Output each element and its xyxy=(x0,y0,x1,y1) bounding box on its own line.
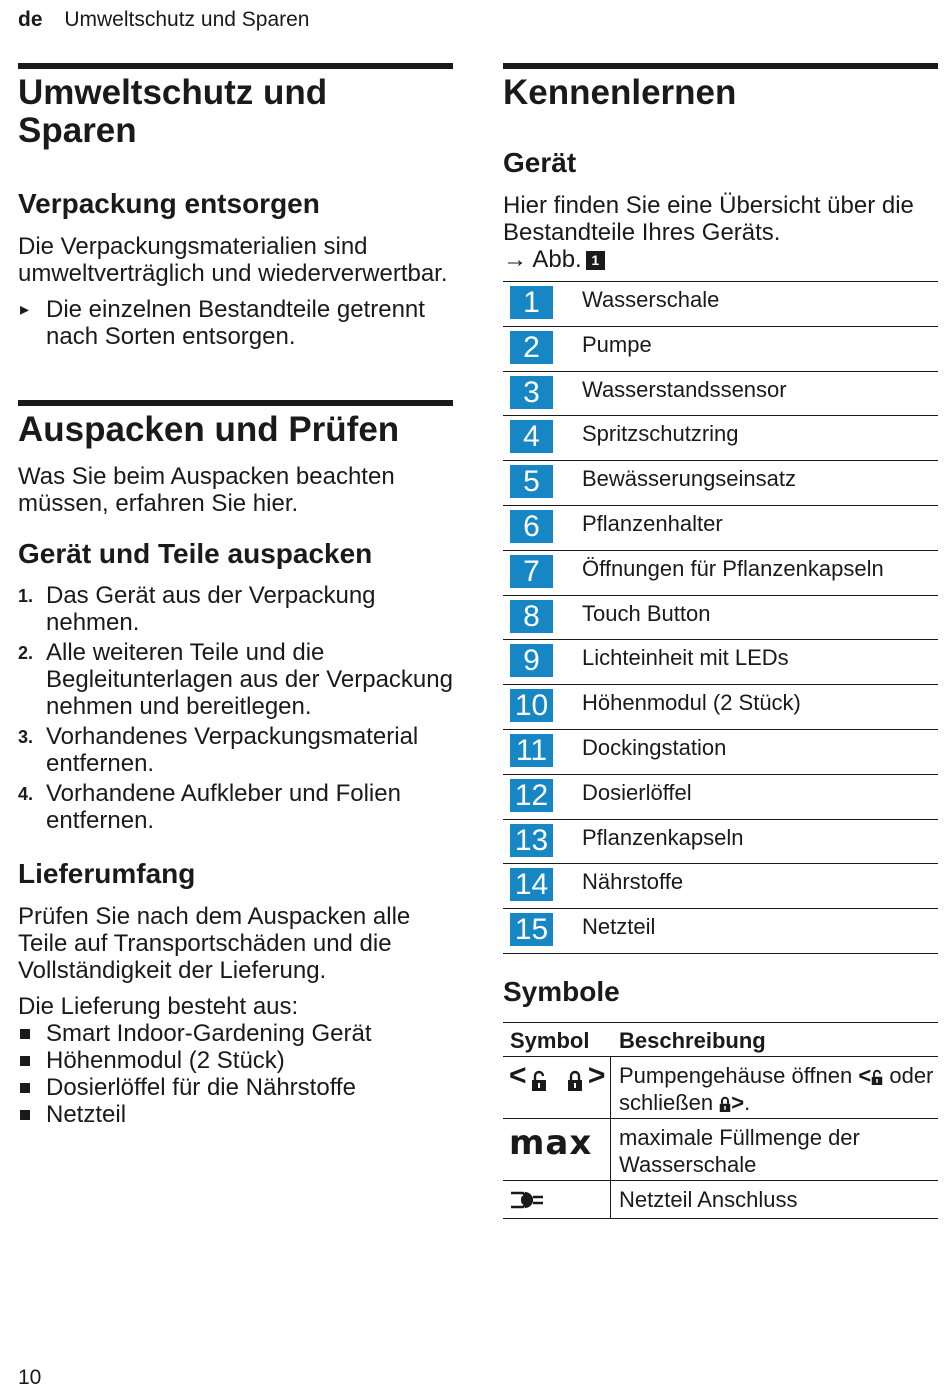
part-label: Öffnungen für Pflanzenkapseln xyxy=(582,555,884,581)
part-number-badge: 6 xyxy=(510,510,553,543)
part-number-badge: 11 xyxy=(510,734,553,767)
parts-row xyxy=(503,640,938,685)
step-number: 4. xyxy=(18,784,34,804)
symbol-description: maximale Füllmenge der Wasserschale xyxy=(619,1124,860,1177)
unpack-steps xyxy=(18,582,453,834)
step-number: 3. xyxy=(18,727,34,747)
part-number-badge: 7 xyxy=(510,555,553,588)
part-number-badge: 1 xyxy=(510,286,553,319)
packaging-action-list xyxy=(18,296,453,350)
part-label: Bewässerungseinsatz xyxy=(582,466,797,492)
right-column xyxy=(503,63,938,1219)
section-title-unpack: Auspacken und Prüfen xyxy=(18,410,400,449)
page-number: 10 xyxy=(18,1366,42,1389)
parts-row xyxy=(503,596,938,641)
parts-row xyxy=(503,820,938,865)
part-number-badge: 2 xyxy=(510,331,553,364)
step-item xyxy=(18,780,453,834)
part-label: Pflanzenkapseln xyxy=(582,824,744,850)
section-rule xyxy=(18,400,453,406)
parts-row xyxy=(503,506,938,551)
parts-row xyxy=(503,864,938,909)
symbol-row xyxy=(503,1057,938,1119)
parts-row xyxy=(503,327,938,372)
running-head-title: Umweltschutz und Sparen xyxy=(64,8,310,31)
part-label: Nährstoffe xyxy=(582,869,684,895)
part-number-badge: 8 xyxy=(510,600,553,633)
scope-list xyxy=(18,1020,453,1128)
part-label: Dosierlöffel xyxy=(582,779,692,805)
parts-row xyxy=(503,685,938,730)
subsection-title-unpack-parts: Gerät und Teile auspacken xyxy=(18,538,373,569)
subsection-title-packaging: Verpackung entsorgen xyxy=(18,188,320,219)
part-label: Dockingstation xyxy=(582,734,727,760)
section-rule xyxy=(18,63,453,69)
step-number: 2. xyxy=(18,643,34,663)
packaging-text: Die Verpackungsmaterialien sind umweltverträglich und wiederverwertbar. xyxy=(18,233,448,287)
max-fill-symbol: max xyxy=(509,1122,593,1163)
parts-row xyxy=(503,730,938,775)
pump-housing-lock-icon: < > xyxy=(509,1058,606,1092)
left-column xyxy=(18,63,453,1128)
column-header-symbol: Symbol xyxy=(510,1027,590,1053)
lock-icon xyxy=(719,1096,731,1113)
step-number: 1. xyxy=(18,586,34,606)
part-label: Touch Button xyxy=(582,600,711,626)
part-label: Pumpe xyxy=(582,331,652,357)
scope-item: Dosierlöffel für die Nährstoffe xyxy=(18,1074,453,1101)
step-text: Vorhandenes Verpackungsmaterial entfernen. xyxy=(46,723,419,777)
parts-row xyxy=(503,775,938,820)
part-number-badge: 15 xyxy=(510,913,553,946)
part-number-badge: 13 xyxy=(510,824,553,857)
part-number-badge: 9 xyxy=(510,644,553,677)
section-rule xyxy=(503,63,938,69)
symbol-description: Pumpengehäuse öffnen < oder schließen >. xyxy=(619,1062,934,1115)
action-item: ▸ Die einzelnen Bestandteile getrennt nach Sorten entsorgen. xyxy=(18,296,453,350)
running-head xyxy=(18,8,309,32)
device-intro: Hier finden Sie eine Übersicht über die Bestandteile Ihres Geräts. xyxy=(503,192,914,246)
symbol-description: Netzteil Anschluss xyxy=(619,1186,798,1212)
figure-number-badge: 1 xyxy=(586,251,605,270)
step-item xyxy=(18,639,453,720)
lock-icon xyxy=(567,1070,583,1092)
part-number-badge: 12 xyxy=(510,779,553,812)
unlock-icon xyxy=(871,1069,883,1086)
column-divider xyxy=(610,1119,611,1180)
step-text: Das Gerät aus der Verpackung nehmen. xyxy=(46,582,376,636)
parts-row xyxy=(503,461,938,506)
part-number-badge: 10 xyxy=(510,689,553,722)
unpack-intro: Was Sie beim Auspacken beachten müssen, erfahren Sie hier. xyxy=(18,463,395,517)
column-header-description: Beschreibung xyxy=(619,1027,766,1053)
step-text: Vorhandene Aufkleber und Folien entfernen. xyxy=(46,780,401,834)
subsection-title-device: Gerät xyxy=(503,147,577,178)
figure-reference-text: → Abb. xyxy=(503,246,582,273)
step-item xyxy=(18,582,453,636)
scope-item: Smart Indoor-Gardening Gerät xyxy=(18,1020,453,1047)
part-number-badge: 3 xyxy=(510,376,553,409)
unlock-icon xyxy=(531,1070,547,1092)
part-label: Spritzschutzring xyxy=(582,421,739,447)
column-divider xyxy=(610,1057,611,1118)
parts-row xyxy=(503,282,938,327)
part-number-badge: 4 xyxy=(510,420,553,453)
step-text: Alle weiteren Teile und die Begleitunterlagen aus der Verpackung nehmen und bereitlegen. xyxy=(46,639,453,720)
part-label: Lichteinheit mit LEDs xyxy=(582,645,789,671)
section-title-environment: Umweltschutz und Sparen xyxy=(18,73,328,150)
subsection-title-scope: Lieferumfang xyxy=(18,858,196,889)
part-number-badge: 14 xyxy=(510,868,553,901)
part-label: Wasserschale xyxy=(582,287,720,312)
parts-table xyxy=(503,281,938,954)
figure-reference xyxy=(503,246,938,273)
parts-row xyxy=(503,909,938,954)
part-number-badge: 5 xyxy=(510,465,553,498)
scope-item: Netzteil xyxy=(18,1101,453,1128)
scope-list-intro: Die Lieferung besteht aus: xyxy=(18,993,299,1020)
part-label: Wasserstandssensor xyxy=(582,376,787,402)
section-title-getting-to-know: Kennenlernen xyxy=(503,73,737,112)
parts-row xyxy=(503,551,938,596)
symbols-table xyxy=(503,1022,938,1219)
symbol-row xyxy=(503,1119,938,1181)
symbol-row xyxy=(503,1181,938,1219)
parts-row xyxy=(503,416,938,461)
subsection-title-symbols: Symbole xyxy=(503,975,620,1007)
language-code: de xyxy=(18,8,43,31)
part-label: Netzteil xyxy=(582,914,656,940)
scope-item: Höhenmodul (2 Stück) xyxy=(18,1047,453,1074)
symbols-table-header xyxy=(503,1023,938,1057)
column-divider xyxy=(610,1181,611,1218)
step-item xyxy=(18,723,453,777)
part-label: Pflanzenhalter xyxy=(582,510,723,536)
scope-text: Prüfen Sie nach dem Auspacken alle Teile auf Transportschäden und die Vollständigkeit der Lieferung. xyxy=(18,903,411,984)
parts-row xyxy=(503,372,938,417)
part-label: Höhenmodul (2 Stück) xyxy=(582,690,801,716)
power-plug-icon xyxy=(509,1187,555,1218)
